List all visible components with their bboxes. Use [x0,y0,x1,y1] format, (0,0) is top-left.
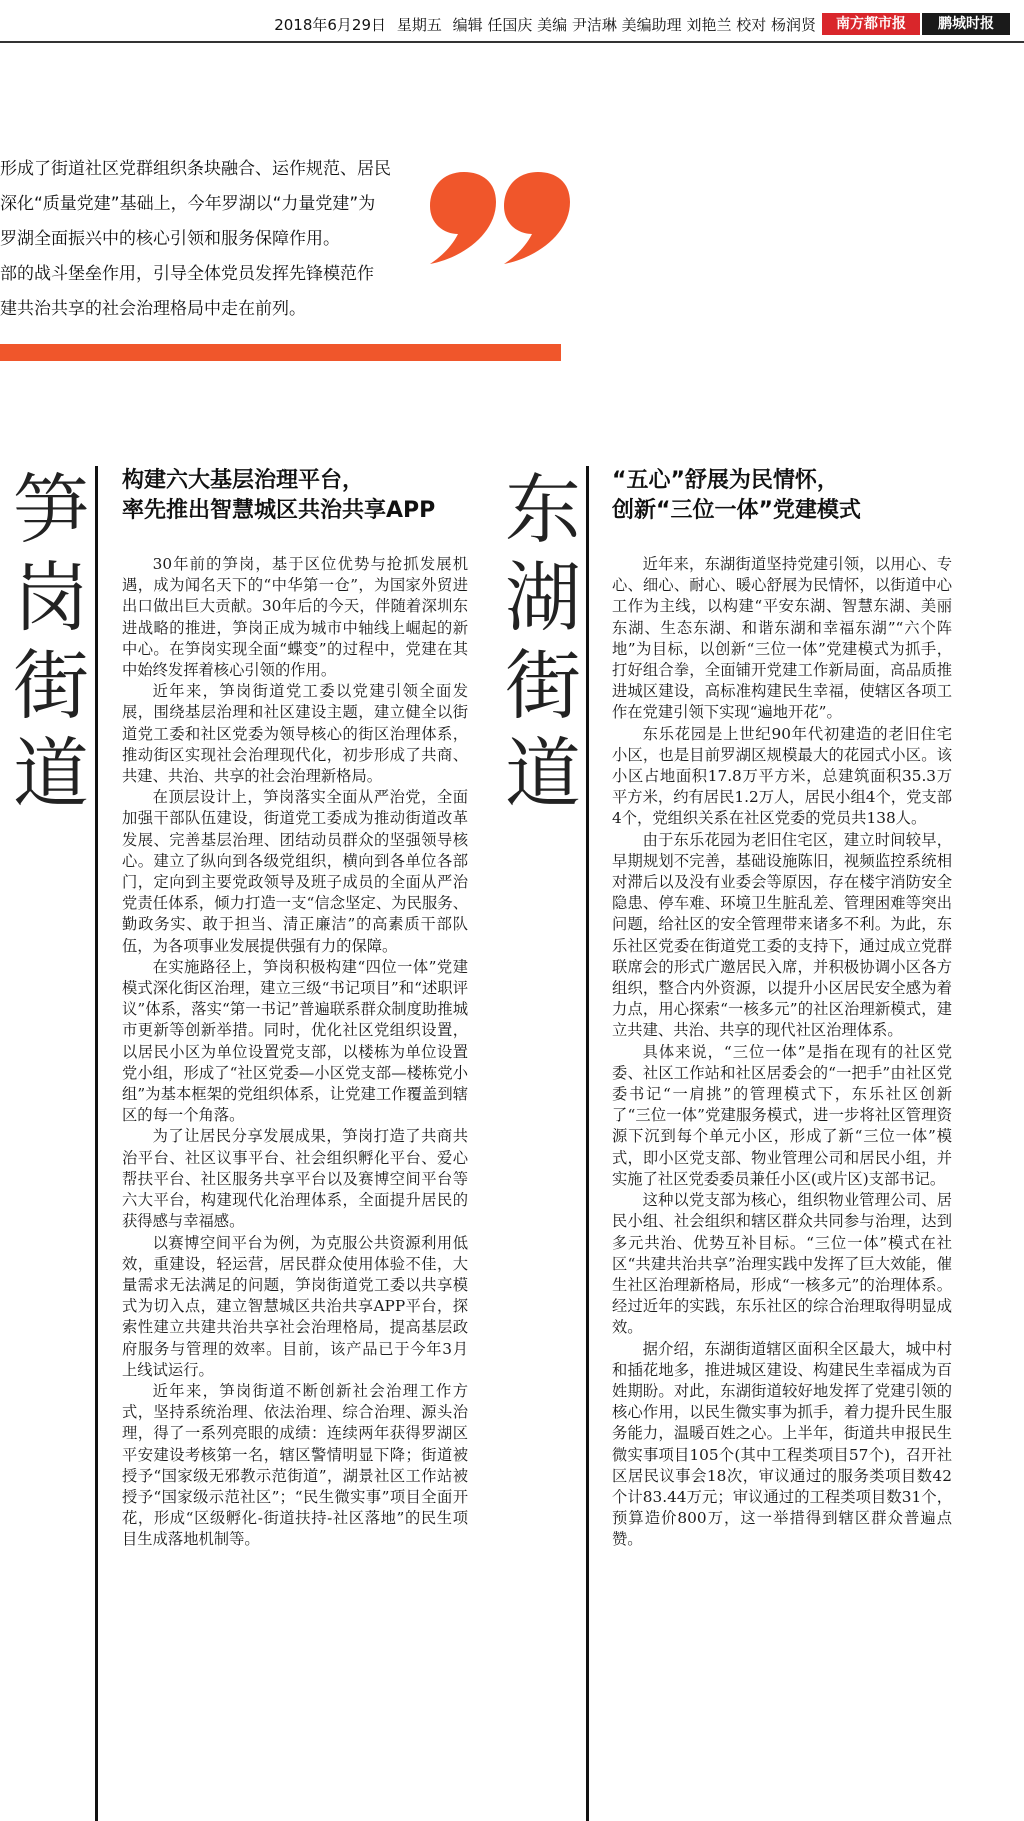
intro-line: 罗湖全面振兴中的核心引领和服务保障作用。 [0,229,340,249]
left-headline [122,466,468,526]
title-char: 东 [505,465,581,554]
newspaper-logo: 南方都市报 [822,13,920,35]
headline-line: 率先推出智慧城区共治共享APP [122,498,436,523]
intro-line: 建共治共享的社会治理格局中走在前列。 [0,299,306,319]
issue-weekday: 星期五 [396,16,442,34]
paragraph: 为了让居民分享发展成果，笋岗打造了共商共治平台、社区议事平台、社会组织孵化平台、爱心帮扶平台、社区服务共享平台以及赛博空间平台等六大平台，构建现代化治理体系，全面提升居民的获得感与幸福感。 [122,1127,468,1231]
right-column-rule [586,466,589,1821]
intro-line: 深化“质量党建”基础上，今年罗湖以“力量党建”为 [0,194,376,214]
paragraph: 近年来，东湖街道坚持党建引领，以用心、专心、细心、耐心、暖心舒展为民情怀，以街道中心工作为主线，以构建“平安东湖、智慧东湖、美丽东湖、生态东湖、和谐东湖和幸福东湖”“六个阵地”为目标，以创新“三位一体”党建模式为抓手，打好组合拳，全面铺开党建工作新局面，高品质推进城区建设，高标准构建民生幸福，使辖区各项工作在党建引领下实现“遍地开花”。 [612,555,952,722]
intro-text [0,152,410,327]
intro-line: 部的战斗堡垒作用，引导全体党员发挥先锋模范作 [0,264,374,284]
title-char: 街 [505,641,581,730]
right-vertical-title [498,466,588,818]
paragraph: 30年前的笋岗，基于区位优势与抢抓发展机遇，成为闻名天下的“中华第一仓”，为国家外贸进出口做出巨大贡献。30年后的今天，伴随着深圳东进战略的推进，笋岗正成为城市中轴线上崛起的新中心。在笋岗实现全面“蝶变”的过程中，党建在其中始终发挥着核心引领的作用。 [122,555,468,680]
title-char: 街 [13,641,89,730]
quote-mark-icon [502,168,572,268]
right-article [612,466,952,1551]
paragraph: 这种以党支部为核心，组织物业管理公司、居民小组、社会组织和辖区群众共同参与治理，达到多元共治、优势互补目标。“三位一体”模式在社区“共建共治共享”治理实践中发挥了巨大效能，催生社区治理新格局，形成“一核多元”的治理体系。经过近年的实践，东乐社区的综合治理取得明显成效。 [612,1191,952,1337]
accent-bar [0,344,561,361]
paragraph: 由于东乐花园为老旧住宅区，建立时间较早，早期规划不完善，基础设施陈旧，视频监控系统相对滞后以及没有业委会等原因，存在楼宇消防安全隐患、停车难、环境卫生脏乱差、管理困难等突出问题，给社区的安全管理带来诸多不利。为此，东乐社区党委在街道党工委的支持下，通过成立党群联席会的形式广邀居民入席，并积极协调小区各方组织，整合内外资源，以提升小区居民安全感为着力点，用心探索“一核多元”的社区治理新模式，建立共建、共治、共享的现代社区治理体系。 [612,830,952,1040]
editor-credits: 编辑 任国庆 美编 尹洁琳 美编助理 刘艳兰 校对 杨润贤 [452,16,816,34]
left-body [122,554,468,1551]
paragraph: 近年来，笋岗街道党工委以党建引领全面发展，围绕基层治理和社区建设主题，建立健全以街道党工委和社区党委为领导核心的街区治理体系，推动街区实现社会治理现代化，初步形成了共商、共建、共治、共享的社会治理新格局。 [122,682,468,786]
title-char: 湖 [505,553,581,642]
title-char: 道 [505,729,581,818]
paragraph: 具体来说，“三位一体”是指在现有的社区党委、社区工作站和社区居委会的“一把手”由社区党委书记“一肩挑”的管理模式下，东乐社区创新了“三位一体”党建服务模式，进一步将社区管理资源下沉到每个单元小区，形成了新“三位一体”模式，即小区党支部、物业管理公司和居民小组，并实施了社区党委委员兼任小区(或片区)支部书记。 [612,1042,952,1188]
quote-mark-icon [428,168,498,268]
paragraph: 以赛博空间平台为例，为克服公共资源利用低效，重建设，轻运营，居民群众使用体验不佳，大量需求无法满足的问题，笋岗街道党工委以共享模式为切入点，建立智慧城区共治共享APP平台，探索性建立共建共治共享社会治理格局，提高基层政府服务与管理的效率。目前，该产品已于今年3月上线试运行。 [122,1233,468,1379]
issue-date: 2018年6月29日 [274,16,387,34]
masthead-rule [0,41,1024,43]
masthead-text [268,14,816,35]
intro-line: 形成了街道社区党群组织条块融合、运作规范、居民 [0,159,391,179]
title-char: 岗 [13,553,89,642]
paragraph: 东乐花园是上世纪90年代初建造的老旧住宅小区，也是目前罗湖区规模最大的花园式小区。该小区占地面积17.8万平方米，总建筑面积35.3万平方米，约有居民1.2万人，居民小组4个，党支部4个，党组织关系在社区党委的党员共138人。 [612,724,952,828]
paragraph: 近年来，笋岗街道不断创新社会治理工作方式，坚持系统治理、依法治理、综合治理、源头治理，得了一系列亮眼的成绩：连续两年获得罗湖区平安建设考核第一名，辖区警情明显下降；街道被授予“国家级无邪教示范街道”，湖景社区工作站被授予“国家级示范社区”；“民生微实事”项目全面开花，形成“区级孵化-街道扶持-社区落地”的民生项目生成落地机制等。 [122,1381,468,1549]
masthead [0,0,1024,40]
headline-line: “五心”舒展为民情怀， [612,468,839,493]
title-char: 道 [13,729,89,818]
right-headline [612,466,952,526]
paragraph: 在顶层设计上，笋岗落实全面从严治党，全面加强干部队伍建设，街道党工委成为推动街道改革发展、完善基层治理、团结动员群众的坚强领导核心。建立了纵向到各级党组织，横向到各单位各部门，定向到主要党政领导及班子成员的全面从严治党责任体系，倾力打造一支“信念坚定、为民服务、勤政务实、敢于担当、清正廉洁”的高素质干部队伍，为各项事业发展提供强有力的保障。 [122,788,468,955]
section-logo: 鹏城时报 [922,13,1010,35]
title-char: 笋 [13,465,89,554]
right-body [612,554,952,1551]
headline-line: 构建六大基层治理平台， [122,468,365,493]
paragraph: 据介绍，东湖街道辖区面积全区最大，城中村和插花地多，推进城区建设、构建民生幸福成为百姓期盼。对此，东湖街道较好地发挥了党建引领的核心作用，以民生微实事为抓手，着力提升民生服务能力，温暖百姓之心。上半年，街道共申报民生微实事项目105个(其中工程类项目57个)，召开社区居民议事会18次，审议通过的服务类项目数42个计83.44万元；审议通过的工程类项目数31个，预算造价800万，这一举措得到辖区群众普遍点赞。 [612,1339,952,1549]
left-vertical-title [6,466,96,818]
left-article [122,466,468,1551]
left-column-rule [95,466,98,1821]
headline-line: 创新“三位一体”党建模式 [612,498,861,523]
paragraph: 在实施路径上，笋岗积极构建“四位一体”党建模式深化街区治理，建立三级“书记项目”和“述职评议”体系，落实“第一书记”普遍联系群众制度助推城市更新等创新举措。同时，优化社区党组织设置，以居民小区为单位设置党支部，以楼栋为单位设置党小组，形成了“社区党委—小区党支部—楼栋党小组”为基本框架的党组织体系，让党建工作覆盖到辖区的每一个角落。 [122,957,468,1125]
